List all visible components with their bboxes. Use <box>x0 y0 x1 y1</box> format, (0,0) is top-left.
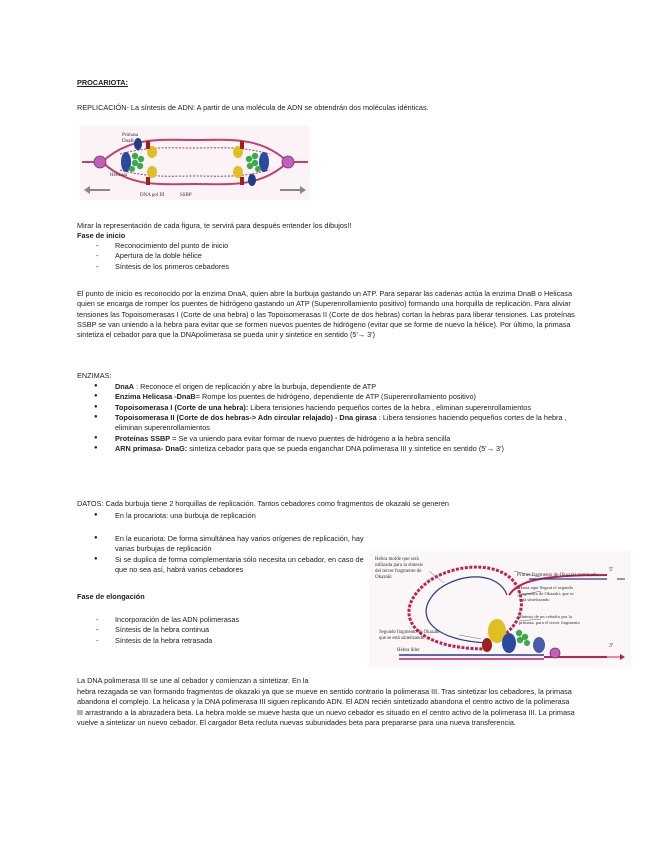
enzima-term: Proteínas SSBP <box>115 433 171 443</box>
enzima-item <box>77 444 577 454</box>
list-item: - Apertura de la doble hélice <box>77 251 577 261</box>
fase-elongacion-list <box>77 615 337 646</box>
label-hebra-lider: Hebra líder <box>397 648 420 653</box>
replication-intro: REPLICACIÓN- La síntesis de ADN: A partir de una molécula de ADN se obtendrán dos moléculas idénticas. <box>77 103 429 112</box>
label-three-prime: 3' <box>609 643 614 649</box>
list-item: - Síntesis de la hebra retrasada <box>77 636 337 646</box>
enzima-term: Enzima Helicasa -DnaB <box>115 392 196 402</box>
enzima-desc: Libera tensiones haciendo pequeños cortes de la hebra , eliminan superenrollamientos <box>248 402 531 412</box>
enzima-desc: = Rompe los puentes de hidrógeno, dependiente de ATP (Superenrollamiento positivo) <box>195 392 476 402</box>
enzima-desc: : Libera tensiones haciendo pequeños cortes de la hebra , eliminan superenrollamientos <box>115 413 567 433</box>
datos-list-1 <box>77 511 377 521</box>
label-five-prime: 5' <box>609 567 614 573</box>
label-primasa: Primasa <box>122 133 139 138</box>
label-second-limit-1: Hasta aquí llegará el segundo <box>519 585 574 590</box>
list-item: - Síntesis de la hebra continua <box>77 625 337 635</box>
enzima-item <box>77 382 577 392</box>
enzima-desc: : Reconoce el origen de replicación y abre la burbuja, dependiente de ATP <box>134 382 377 391</box>
list-item: ● Si se duplica de forma complementaria sólo necesita un cebador, en caso de que no sea así, habrá varios cebadores <box>77 555 367 576</box>
label-helicasa: Helicasa <box>110 173 128 178</box>
enzima-desc: sintetiza cebador para que se pueda enganchar DNA polimerasa III y sintetice en sentido (5'→ 3') <box>187 444 504 454</box>
label-first-okazaki: Primer fragmento de Okazaki terminado <box>517 573 598 578</box>
final-paragraph-first-line: La DNA polimerasa III se une al cebador y comienzan a sintetizar. En la <box>77 676 309 685</box>
label-second-limit-3: está sintetizando <box>519 597 550 602</box>
enzima-item <box>77 403 577 413</box>
enzima-term: ARN primasa- DnaG: <box>115 444 188 454</box>
enzima-term: Topoisomerasa I (Corte de una hebra): <box>115 402 249 412</box>
label-ssbp: SSBP <box>180 193 192 198</box>
label-primer-synth-2: primasa, para el tercer fragmento <box>519 620 580 625</box>
datos-list-2 <box>77 534 367 575</box>
label-template-1: Hebra molde que será <box>375 557 419 562</box>
okazaki-figure <box>369 551 631 667</box>
enzima-term: DnaA <box>115 382 135 391</box>
list-item: - Incorporación de las ADN polimerasas <box>77 615 337 625</box>
list-item: - Síntesis de los primeros cebadores <box>77 262 577 272</box>
final-paragraph: hebra rezagada se van formando fragmentos de okazaki ya que se mueve en sentido contrario la polimerasa III. Tras sintetizar los cebadores, la primasa abandona el complejo. La helicasa y la DNA polimerasa III siguen replicando ADN. El ADN recién sintetizado abandona el centro activo de la polimerasa III arrastrando a la abrazadera beta. La hebra molde se mueve hasta que un nuevo cebador es situado en el centro activo de la polimerasa III. La primasa vuelve a sintetizar un nuevo cebador. El cargador Beta recluta nuevas subunidades beta para prepararse para una nueva transferencia. <box>77 687 575 728</box>
label-template-2: utilizada para la síntesis <box>375 563 423 568</box>
list-item: ● En la procariota: una burbuja de replicación <box>77 511 377 521</box>
label-second-okazaki-1: Segundo fragmento de Okazaki <box>379 630 440 635</box>
label-template-3: del tercer fragmento de <box>375 569 422 574</box>
label-second-limit-2: fragmento de Okazaki, que se <box>519 591 574 596</box>
enzima-item <box>77 434 577 444</box>
enzima-term: Topoisomerasa II (Corte de dos hebras-> Adn circular relajado) - Dna girasa <box>115 413 377 423</box>
fase-inicio-title: Fase de inicio <box>77 231 126 240</box>
fase-inicio-list <box>77 241 577 272</box>
enzima-item <box>77 413 577 434</box>
list-item: ● En la eucariota: De forma simultánea hay varios orígenes de replicación, hay varias burbujas de replicación <box>77 534 367 555</box>
page-heading: PROCARIOTA: <box>77 78 128 87</box>
datos-line: DATOS: Cada burbuja tiene 2 horquillas de replicación. Tantos cebadores como fragmentos de okazaki se generen <box>77 499 449 508</box>
label-second-okazaki-2: que se está sintetizando <box>379 636 425 641</box>
enzimas-title: ENZIMAS: <box>77 371 112 380</box>
inicio-paragraph: El punto de inicio es reconocido por la enzima DnaA, quien abre la burbuja gastando un ATP. Para separar las cadenas actúa la enzima DnaB o Helicasa quien se encarga de romper los puentes de hidrógeno gastando un ATP (Superenrollamiento positivo) formando una horquilla de replicación. Para aliviar tensiones las Topoisomerasas I (Corte de una hebra) o las Topoisomerasas II (Corte de dos hebras) cortan la hebras para liberar tensiones. Las proteínas SSBP se van uniendo a la hebra para evitar que se formen nuevos puentes de hidrógeno (evitar que se forme de nuevo la hélice). Por último, la primasa sintetiza el cebador para que la DNApolimerasa se pueda unir y sintetice en sentido (5'→ 3') <box>77 289 575 340</box>
list-item: - Reconocimiento del punto de inicio <box>77 241 577 251</box>
enzima-desc: = Se va uniendo para evitar formar de nuevo puentes de hidrógeno a la hebra sencilla <box>170 433 451 443</box>
fase-elongacion-title: Fase de elongación <box>77 592 145 601</box>
label-primer-synth-1: Síntesis de un cebador por la <box>519 614 572 619</box>
label-template-4: Okazaki <box>375 575 392 580</box>
figure-note: Mirar la representación de cada figura, te servirá para después entender los dibujos!! <box>77 221 352 230</box>
label-dnab: DnaB <box>122 139 134 144</box>
label-dna-pol: DNA pol III <box>140 193 165 198</box>
enzima-item <box>77 392 577 402</box>
replication-bubble-figure <box>80 126 310 200</box>
enzimas-list <box>77 382 577 455</box>
